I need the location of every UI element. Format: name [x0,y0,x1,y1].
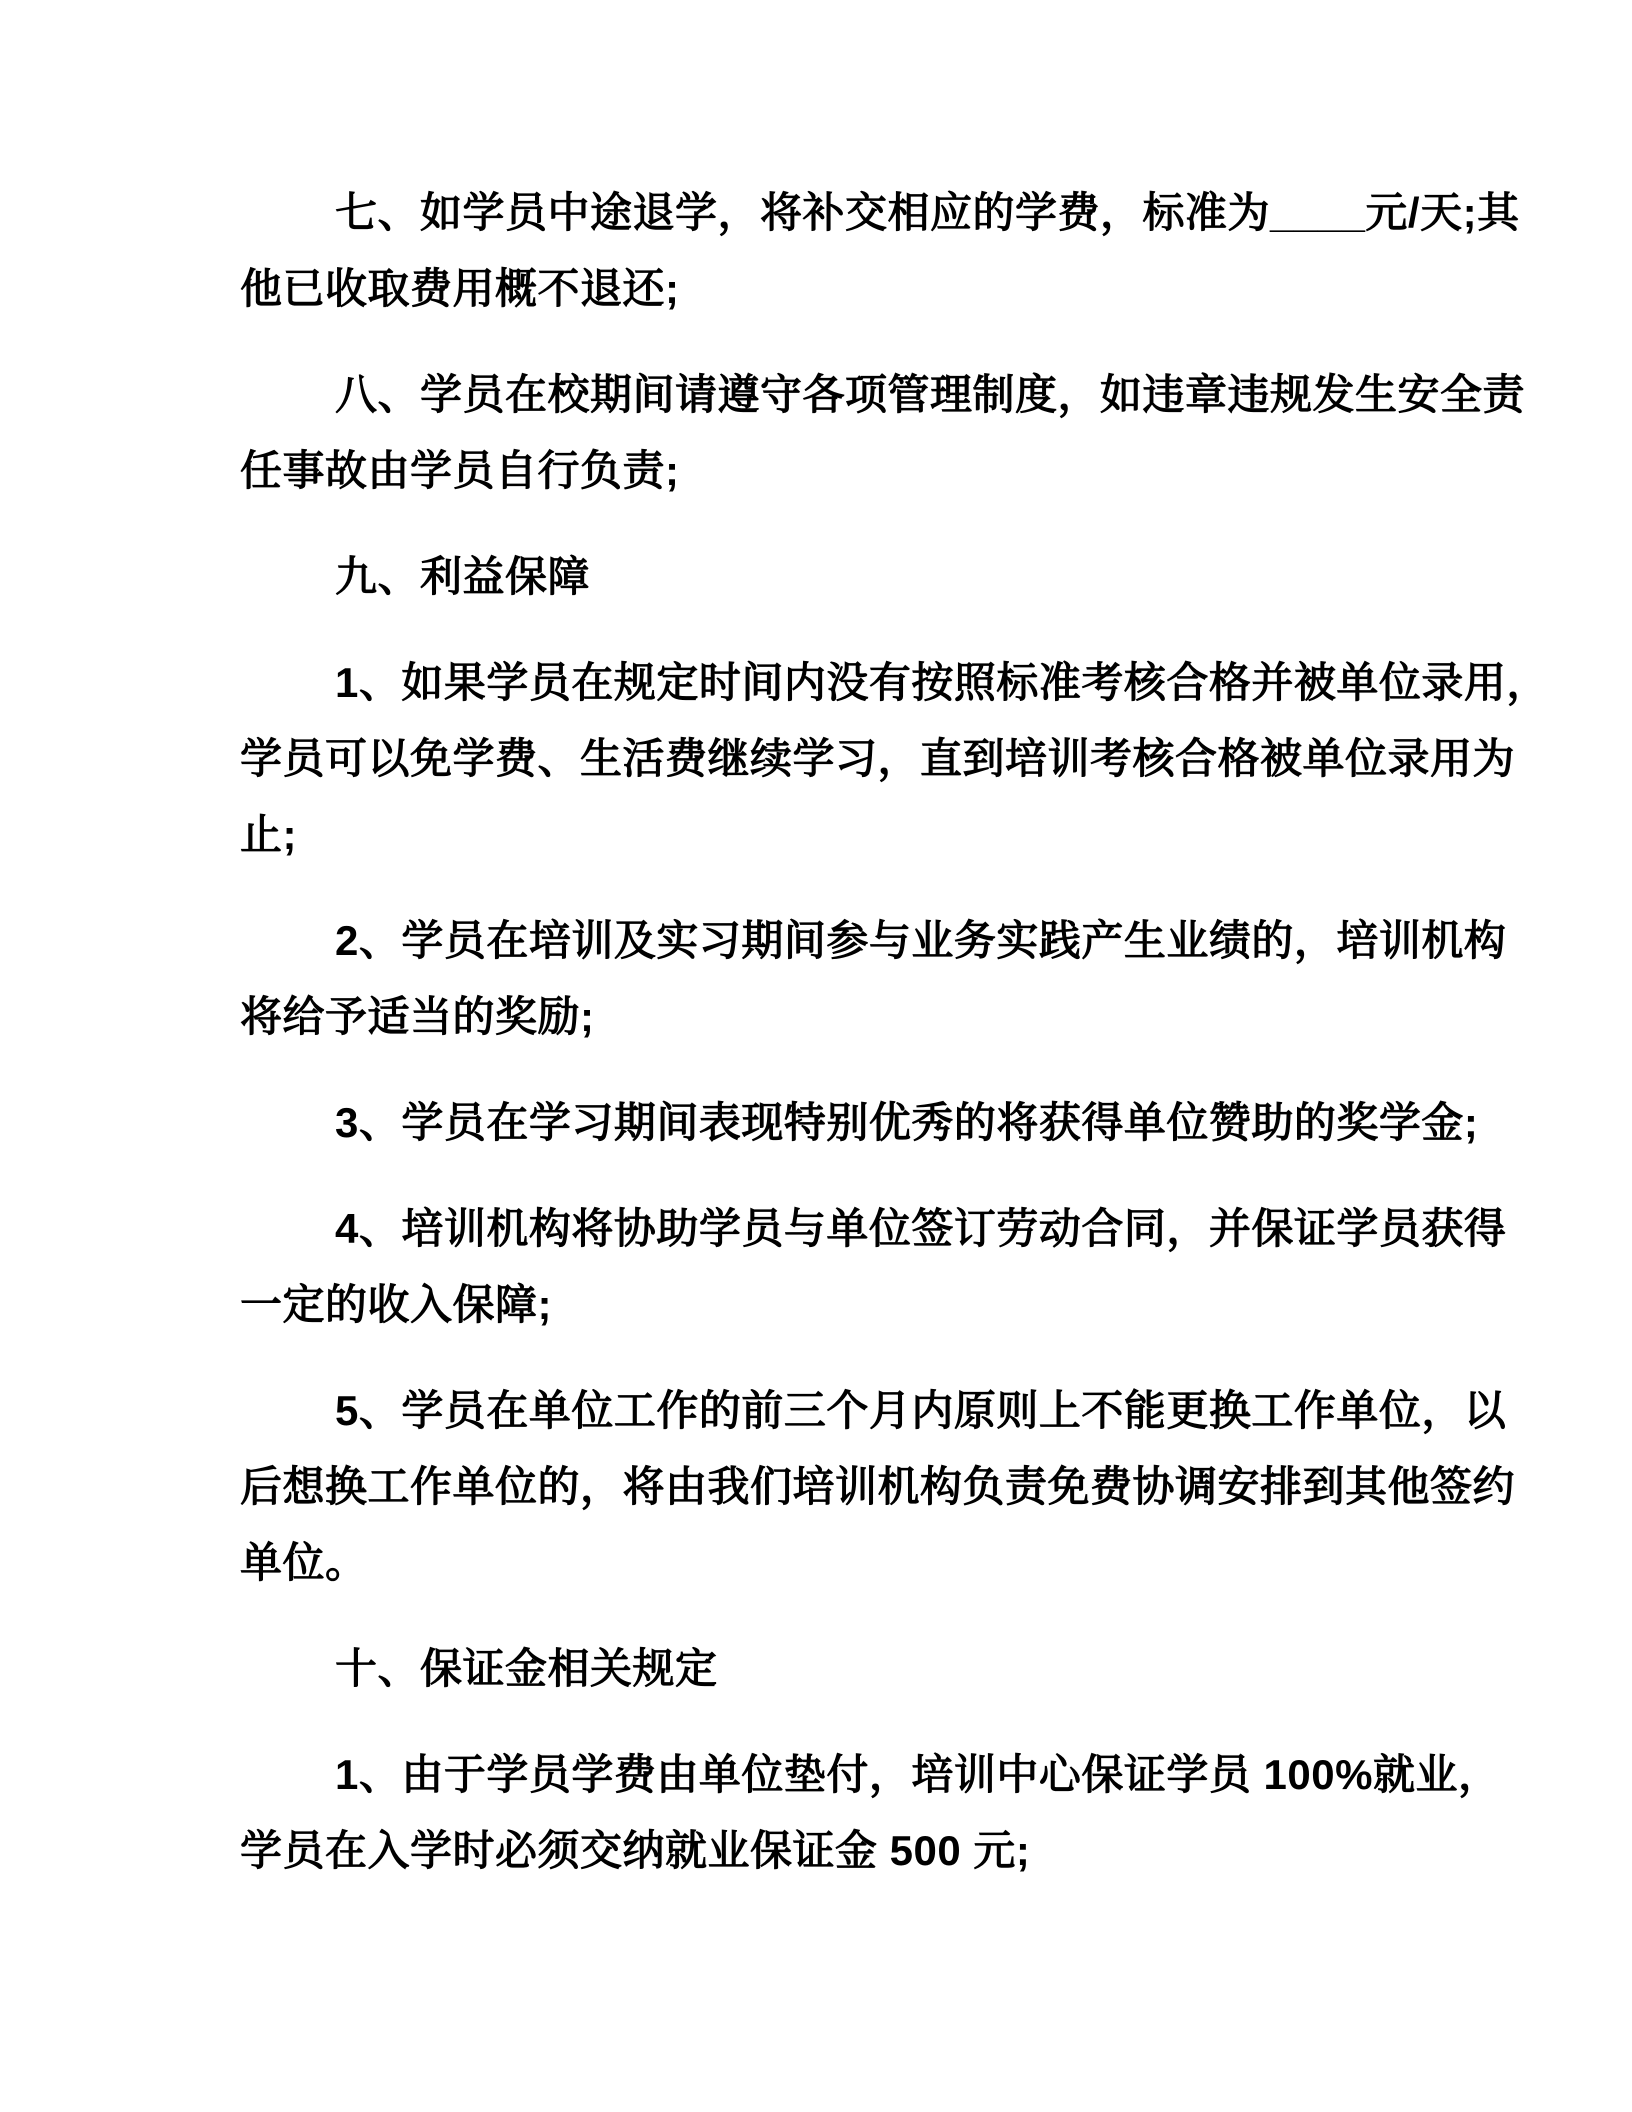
paragraph [240,1373,1516,1601]
text-line: 学员可以免学费、生活费继续学习，直到培训考核合格被单位录用为 [240,735,1516,782]
paragraph [240,645,1549,873]
text-line: 七、如学员中途退学，将补交相应的学费，标准为____元/天;其 [335,189,1520,236]
paragraph [240,1191,1507,1343]
text-line: 十、保证金相关规定 [335,1645,718,1692]
text-line: 八、学员在校期间请遵守各项管理制度，如违章违规发生安全责 [335,371,1526,418]
text-line: 1、由于学员学费由单位垫付，培训中心保证学员 100%就业， [335,1751,1501,1798]
text-line: 1、如果学员在规定时间内没有按照标准考核合格并被单位录用， [335,659,1549,706]
text-line: 4、培训机构将协助学员与单位签订劳动合同，并保证学员获得 [335,1205,1507,1252]
paragraph [240,1737,1501,1889]
paragraph [240,1631,1472,1707]
text-line: 3、学员在学习期间表现特别优秀的将获得单位赞助的奖学金; [335,1099,1479,1146]
text-line: 任事故由学员自行负责; [240,447,680,494]
text-line: 他已收取费用概不退还; [240,265,680,312]
text-line: 后想换工作单位的，将由我们培训机构负责免费协调安排到其他签约 [240,1463,1516,1510]
paragraph [240,539,1472,615]
text-line: 将给予适当的奖励; [240,993,595,1040]
paragraph [240,903,1507,1055]
text-line: 九、利益保障 [335,553,591,600]
text-line: 5、学员在单位工作的前三个月内原则上不能更换工作单位，以 [335,1387,1507,1434]
text-line: 学员在入学时必须交纳就业保证金 500 元; [240,1827,1031,1874]
text-line: 止; [240,811,297,858]
paragraph [240,357,1526,509]
text-line: 2、学员在培训及实习期间参与业务实践产生业绩的，培训机构 [335,917,1507,964]
paragraph [240,1085,1479,1161]
paragraph [240,175,1520,327]
text-line: 一定的收入保障; [240,1281,552,1328]
text-line: 单位。 [240,1539,368,1586]
